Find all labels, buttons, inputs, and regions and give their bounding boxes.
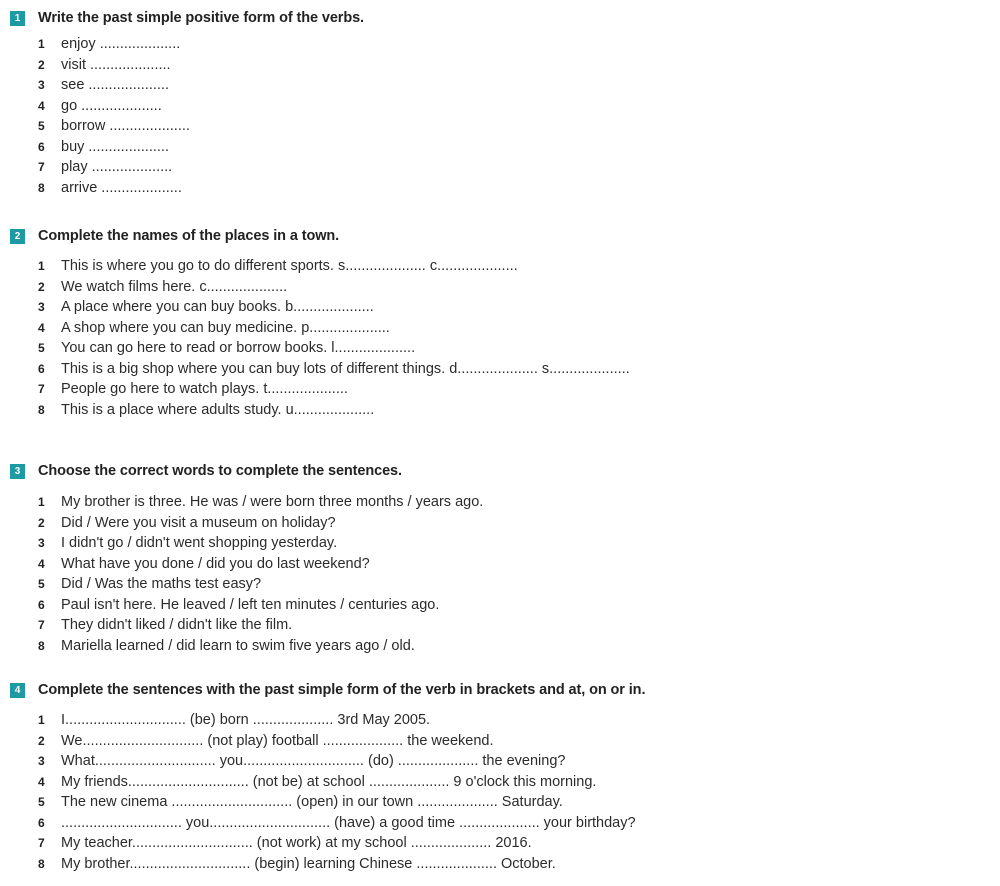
item-text[interactable]: This is where you go to do different sports. s.................... c.................... — [61, 258, 518, 274]
exercise-3-items — [38, 492, 483, 656]
exercise-item — [38, 574, 483, 595]
exercise-item — [38, 55, 190, 76]
exercise-item — [38, 492, 483, 513]
exercise-instruction: Complete the sentences with the past simple form of the verb in brackets and at, on or in. — [38, 682, 646, 698]
item-text[interactable]: play .................... — [61, 159, 173, 175]
exercise-item — [38, 75, 190, 96]
item-text[interactable]: My friends.............................. (not be) at school .................... 9 o'clock this morning. — [61, 773, 597, 790]
exercise-item — [38, 178, 190, 199]
item-text[interactable]: What.............................. you.............................. (do) .................... the evening? — [61, 753, 566, 769]
item-number: 4 — [38, 556, 45, 571]
exercise-2 — [0, 226, 1000, 426]
exercise-item — [38, 636, 483, 657]
item-number: 2 — [38, 57, 45, 72]
exercise-item — [38, 854, 636, 875]
item-text[interactable]: My teacher.............................. (not work) at my school .................... 2016. — [61, 835, 532, 851]
item-number: 2 — [38, 515, 45, 530]
item-number: 3 — [38, 78, 45, 92]
exercise-item — [38, 751, 636, 772]
exercise-item — [38, 710, 636, 731]
item-text[interactable]: My brother.............................. (begin) learning Chinese .................... October. — [61, 855, 556, 872]
item-number: 1 — [38, 259, 45, 273]
item-text[interactable]: Did / Was the maths test easy? — [61, 576, 262, 592]
exercise-4-items — [38, 710, 636, 874]
item-number: 8 — [38, 856, 45, 871]
exercise-item — [38, 359, 630, 380]
item-number: 2 — [38, 733, 45, 748]
exercise-item — [38, 400, 630, 421]
exercise-1-items — [38, 34, 190, 198]
exercise-item — [38, 513, 483, 534]
exercise-4-heading — [10, 680, 645, 700]
exercise-3-heading — [10, 461, 402, 481]
item-number: 5 — [38, 795, 45, 809]
exercise-item — [38, 338, 630, 359]
item-text[interactable]: A place where you can buy books. b.................... — [61, 299, 374, 315]
exercise-item — [38, 554, 483, 575]
item-number: 6 — [38, 597, 45, 612]
item-number: 7 — [38, 382, 45, 396]
item-number: 6 — [38, 815, 45, 830]
exercise-item — [38, 595, 483, 616]
item-text[interactable]: go .................... — [61, 97, 162, 114]
item-text[interactable]: This is a big shop where you can buy lots of different things. d.................... s.................... — [61, 360, 630, 377]
exercise-item — [38, 379, 630, 400]
item-number: 1 — [38, 37, 45, 51]
exercise-item — [38, 297, 630, 318]
item-text[interactable]: Did / Were you visit a museum on holiday? — [61, 514, 336, 531]
item-number: 1 — [38, 495, 45, 509]
item-number: 4 — [38, 774, 45, 789]
item-number: 4 — [38, 98, 45, 113]
exercise-item — [38, 833, 636, 854]
exercise-1-heading — [10, 8, 364, 28]
item-number: 7 — [38, 836, 45, 850]
exercise-1 — [0, 8, 1000, 208]
exercise-number-badge: 2 — [10, 229, 25, 244]
exercise-item — [38, 157, 190, 178]
exercise-item — [38, 731, 636, 752]
item-number: 4 — [38, 320, 45, 335]
exercise-item — [38, 792, 636, 813]
exercise-number-badge: 3 — [10, 464, 25, 479]
item-number: 6 — [38, 361, 45, 376]
item-number: 8 — [38, 180, 45, 195]
item-number: 3 — [38, 536, 45, 550]
item-text[interactable]: This is a place where adults study. u.................... — [61, 401, 375, 418]
exercise-item — [38, 772, 636, 793]
exercise-item — [38, 277, 630, 298]
item-text[interactable]: Paul isn't here. He leaved / left ten minutes / centuries ago. — [61, 596, 440, 613]
item-text[interactable]: You can go here to read or borrow books. l.................... — [61, 340, 416, 356]
exercise-item — [38, 34, 190, 55]
exercise-3 — [0, 461, 1000, 661]
exercise-item — [38, 137, 190, 158]
item-number: 8 — [38, 638, 45, 653]
item-number: 2 — [38, 279, 45, 294]
item-text[interactable]: enjoy .................... — [61, 36, 181, 52]
item-text[interactable]: They didn't liked / didn't like the film. — [61, 617, 293, 633]
exercise-number-badge: 1 — [10, 11, 25, 26]
item-text[interactable]: We.............................. (not play) football .................... the weekend. — [61, 732, 494, 749]
item-number: 3 — [38, 300, 45, 314]
exercise-instruction: Write the past simple positive form of the verbs. — [38, 10, 364, 26]
item-text[interactable]: My brother is three. He was / were born three months / years ago. — [61, 494, 484, 510]
item-text[interactable]: arrive .................... — [61, 179, 182, 196]
exercise-number-badge: 4 — [10, 683, 25, 698]
exercise-item — [38, 318, 630, 339]
exercise-item — [38, 116, 190, 137]
item-text[interactable]: I.............................. (be) born .................... 3rd May 2005. — [61, 712, 431, 728]
item-text[interactable]: borrow .................... — [61, 118, 190, 134]
exercise-instruction: Complete the names of the places in a town. — [38, 228, 340, 244]
item-number: 5 — [38, 119, 45, 133]
exercise-2-items — [38, 256, 630, 420]
item-number: 7 — [38, 160, 45, 174]
item-text[interactable]: Mariella learned / did learn to swim five years ago / old. — [61, 637, 415, 654]
item-text[interactable]: The new cinema .............................. (open) in our town .................... Saturday. — [61, 794, 563, 810]
exercise-4 — [0, 680, 1000, 880]
item-text[interactable]: People go here to watch plays. t.................... — [61, 381, 348, 397]
exercise-item — [38, 615, 483, 636]
item-text[interactable]: visit .................... — [61, 56, 171, 73]
exercise-instruction: Choose the correct words to complete the sentences. — [38, 463, 402, 479]
item-number: 8 — [38, 402, 45, 417]
exercise-item — [38, 256, 630, 277]
exercise-item — [38, 533, 483, 554]
item-text[interactable]: What have you done / did you do last weekend? — [61, 555, 370, 572]
item-number: 1 — [38, 713, 45, 727]
item-number: 5 — [38, 341, 45, 355]
item-text[interactable]: A shop where you can buy medicine. p.................... — [61, 319, 390, 336]
exercise-item — [38, 96, 190, 117]
item-number: 7 — [38, 618, 45, 632]
item-text[interactable]: buy .................... — [61, 138, 169, 155]
item-number: 5 — [38, 577, 45, 591]
item-number: 6 — [38, 139, 45, 154]
item-text[interactable]: .............................. you.............................. (have) a good time .................... your birthday? — [61, 814, 636, 831]
exercise-item — [38, 813, 636, 834]
item-number: 3 — [38, 754, 45, 768]
item-text[interactable]: We watch films here. c.................... — [61, 278, 288, 295]
item-text[interactable]: I didn't go / didn't went shopping yesterday. — [61, 535, 338, 551]
exercise-2-heading — [10, 226, 339, 246]
item-text[interactable]: see .................... — [61, 77, 169, 93]
